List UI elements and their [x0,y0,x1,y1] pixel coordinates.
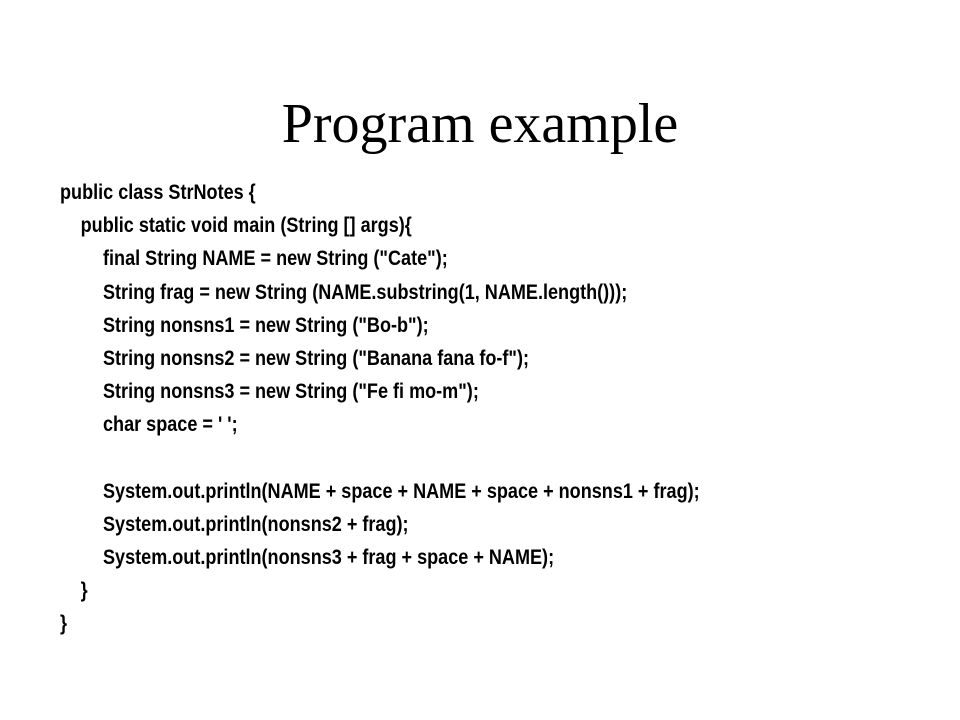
code-line: char space = ' '; [103,413,238,437]
code-line-blank [60,442,817,475]
code-line: System.out.println(nonsns2 + frag); [103,512,409,536]
code-line: public static void main (String [] args){ [80,214,412,238]
code-line: String nonsns2 = new String ("Banana fana fo-f"); [103,346,530,370]
slide-title: Program example [281,93,679,155]
code-line: final String NAME = new String ("Cate"); [103,247,448,271]
code-line: System.out.println(nonsns3 + frag + space + NAME); [103,546,555,570]
code-line: System.out.println(NAME + space + NAME + space + nonsns1 + frag); [103,479,700,503]
code-line: String nonsns3 = new String ("Fe fi mo-m"); [103,380,479,404]
code-line: } [60,612,68,636]
code-line: String nonsns1 = new String ("Bo-b"); [103,313,429,337]
code-line: String frag = new String (NAME.substring(1, NAME.length())); [103,280,628,304]
code-block [60,176,940,641]
code-line: } [80,579,88,603]
code-line: public class StrNotes { [60,181,256,204]
